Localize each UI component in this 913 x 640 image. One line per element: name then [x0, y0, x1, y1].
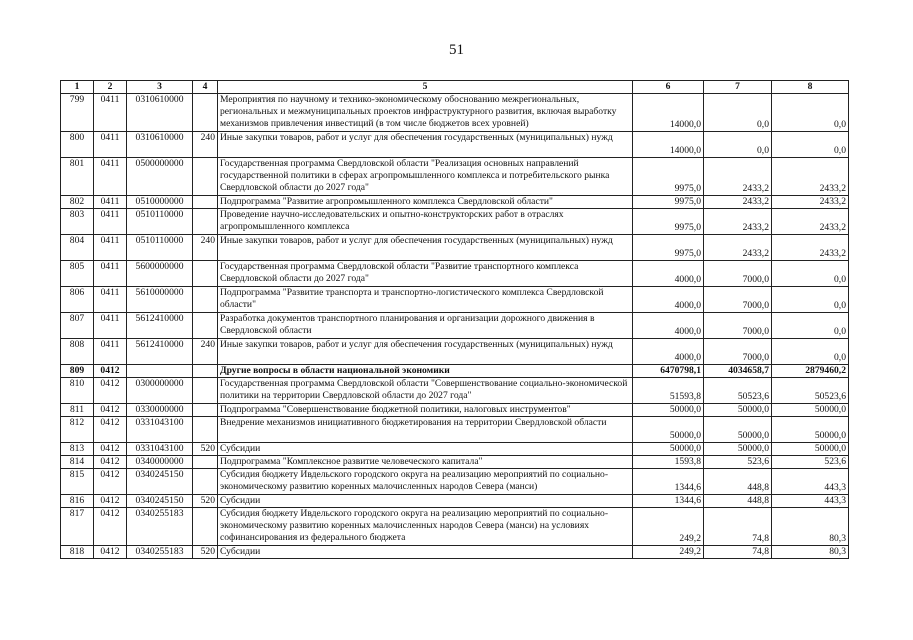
target-article-cell: 0330000000	[127, 404, 193, 417]
amount-year1-cell: 51593,8	[633, 378, 704, 404]
target-article-cell: 0340245150	[127, 495, 193, 508]
description-cell: Государственная программа Свердловской области "Совершенствование социально-экономической политики на территории Свердловской области до 2027 года"	[218, 378, 633, 404]
row-number-cell: 802	[61, 196, 94, 209]
row-number-cell: 810	[61, 378, 94, 404]
amount-year3-cell: 2433,2	[772, 209, 849, 235]
amount-year2-cell: 448,8	[704, 469, 772, 495]
section-code-cell: 0411	[94, 209, 127, 235]
section-code-cell: 0412	[94, 404, 127, 417]
amount-year3-cell: 50523,6	[772, 378, 849, 404]
expense-type-cell	[193, 378, 218, 404]
table-row	[61, 196, 849, 209]
target-article-cell: 0500000000	[127, 158, 193, 196]
header-cell: 7	[704, 81, 772, 94]
table-row	[61, 508, 849, 546]
table-row	[61, 132, 849, 158]
section-code-cell: 0411	[94, 339, 127, 365]
section-code-cell: 0412	[94, 378, 127, 404]
description-cell: Внедрение механизмов инициативного бюджетирования на территории Свердловской области	[218, 417, 633, 443]
row-number-cell: 804	[61, 235, 94, 261]
target-article-cell: 0340245150	[127, 469, 193, 495]
amount-year3-cell: 443,3	[772, 469, 849, 495]
header-cell: 4	[193, 81, 218, 94]
amount-year2-cell: 0,0	[704, 94, 772, 132]
target-article-cell: 5610000000	[127, 287, 193, 313]
table-row	[61, 261, 849, 287]
table-row	[61, 339, 849, 365]
section-code-cell: 0411	[94, 235, 127, 261]
row-number-cell: 807	[61, 313, 94, 339]
amount-year3-cell: 2879460,2	[772, 365, 849, 378]
header-cell: 6	[633, 81, 704, 94]
amount-year3-cell: 0,0	[772, 94, 849, 132]
amount-year2-cell: 7000,0	[704, 287, 772, 313]
amount-year1-cell: 50000,0	[633, 417, 704, 443]
expense-type-cell: 520	[193, 443, 218, 456]
section-code-cell: 0412	[94, 508, 127, 546]
description-cell: Субсидии	[218, 546, 633, 559]
amount-year1-cell: 50000,0	[633, 404, 704, 417]
amount-year3-cell: 80,3	[772, 508, 849, 546]
amount-year2-cell: 7000,0	[704, 339, 772, 365]
expense-type-cell	[193, 196, 218, 209]
expense-type-cell	[193, 404, 218, 417]
table-row	[61, 546, 849, 559]
section-code-cell: 0411	[94, 196, 127, 209]
amount-year1-cell: 6470798,1	[633, 365, 704, 378]
row-number-cell: 812	[61, 417, 94, 443]
amount-year1-cell: 14000,0	[633, 94, 704, 132]
amount-year1-cell: 4000,0	[633, 339, 704, 365]
row-number-cell: 799	[61, 94, 94, 132]
target-article-cell: 0310610000	[127, 94, 193, 132]
header-cell: 2	[94, 81, 127, 94]
table-row	[61, 287, 849, 313]
row-number-cell: 808	[61, 339, 94, 365]
amount-year2-cell: 448,8	[704, 495, 772, 508]
amount-year3-cell: 50000,0	[772, 417, 849, 443]
section-code-cell: 0411	[94, 132, 127, 158]
row-number-cell: 806	[61, 287, 94, 313]
amount-year1-cell: 4000,0	[633, 261, 704, 287]
description-cell: Иные закупки товаров, работ и услуг для обеспечения государственных (муниципальных) нужд	[218, 132, 633, 158]
expense-type-cell	[193, 469, 218, 495]
amount-year3-cell: 0,0	[772, 313, 849, 339]
amount-year1-cell: 1593,8	[633, 456, 704, 469]
amount-year3-cell: 2433,2	[772, 235, 849, 261]
row-number-cell: 809	[61, 365, 94, 378]
section-code-cell: 0412	[94, 546, 127, 559]
amount-year2-cell: 50000,0	[704, 443, 772, 456]
amount-year1-cell: 1344,6	[633, 495, 704, 508]
target-article-cell: 0510110000	[127, 235, 193, 261]
amount-year3-cell: 2433,2	[772, 196, 849, 209]
header-cell: 5	[218, 81, 633, 94]
description-cell: Субсидии	[218, 495, 633, 508]
amount-year1-cell: 1344,6	[633, 469, 704, 495]
section-code-cell: 0411	[94, 94, 127, 132]
description-cell: Подпрограмма "Развитие транспорта и транспортно-логистического комплекса Свердловской области"	[218, 287, 633, 313]
budget-table	[60, 80, 849, 559]
amount-year3-cell: 523,6	[772, 456, 849, 469]
expense-type-cell: 520	[193, 546, 218, 559]
table-row	[61, 456, 849, 469]
target-article-cell: 0340255183	[127, 546, 193, 559]
section-code-cell: 0411	[94, 158, 127, 196]
amount-year3-cell: 443,3	[772, 495, 849, 508]
description-cell: Подпрограмма "Совершенствование бюджетной политики, налоговых инструментов"	[218, 404, 633, 417]
expense-type-cell: 240	[193, 235, 218, 261]
header-cell: 8	[772, 81, 849, 94]
expense-type-cell	[193, 417, 218, 443]
target-article-cell: 0510110000	[127, 209, 193, 235]
description-cell: Субсидия бюджету Ивдельского городского округа на реализацию мероприятий по социально-экономическому развитию коренных малочисленных народов Севера (манси)	[218, 469, 633, 495]
table-header-row	[61, 81, 849, 94]
table-row	[61, 94, 849, 132]
amount-year2-cell: 2433,2	[704, 196, 772, 209]
expense-type-cell	[193, 365, 218, 378]
target-article-cell: 0510000000	[127, 196, 193, 209]
description-cell: Разработка документов транспортного планирования и организации дорожного движения в Свердловской области	[218, 313, 633, 339]
expense-type-cell	[193, 94, 218, 132]
table-row	[61, 209, 849, 235]
expense-type-cell	[193, 508, 218, 546]
description-cell: Государственная программа Свердловской области "Реализация основных направлений государственной политики в сферах агропромышленного комплекса и потребительского рынка Свердловской области до 2027 года"	[218, 158, 633, 196]
amount-year1-cell: 4000,0	[633, 287, 704, 313]
table-row	[61, 365, 849, 378]
section-code-cell: 0411	[94, 313, 127, 339]
row-number-cell: 800	[61, 132, 94, 158]
page-number: 51	[449, 42, 464, 58]
section-code-cell: 0412	[94, 365, 127, 378]
table-row	[61, 158, 849, 196]
amount-year2-cell: 7000,0	[704, 261, 772, 287]
row-number-cell: 818	[61, 546, 94, 559]
amount-year2-cell: 0,0	[704, 132, 772, 158]
target-article-cell	[127, 365, 193, 378]
target-article-cell: 0300000000	[127, 378, 193, 404]
amount-year2-cell: 2433,2	[704, 209, 772, 235]
expense-type-cell: 240	[193, 339, 218, 365]
expense-type-cell	[193, 313, 218, 339]
description-cell: Иные закупки товаров, работ и услуг для обеспечения государственных (муниципальных) нужд	[218, 339, 633, 365]
row-number-cell: 805	[61, 261, 94, 287]
amount-year3-cell: 2433,2	[772, 158, 849, 196]
target-article-cell: 0340000000	[127, 456, 193, 469]
target-article-cell: 0331043100	[127, 417, 193, 443]
target-article-cell: 0340255183	[127, 508, 193, 546]
description-cell: Иные закупки товаров, работ и услуг для обеспечения государственных (муниципальных) нужд	[218, 235, 633, 261]
amount-year3-cell: 0,0	[772, 132, 849, 158]
header-cell: 1	[61, 81, 94, 94]
amount-year2-cell: 2433,2	[704, 235, 772, 261]
target-article-cell: 5612410000	[127, 313, 193, 339]
amount-year1-cell: 249,2	[633, 508, 704, 546]
description-cell: Другие вопросы в области национальной экономики	[218, 365, 633, 378]
row-number-cell: 815	[61, 469, 94, 495]
target-article-cell: 0331043100	[127, 443, 193, 456]
table-row	[61, 235, 849, 261]
amount-year1-cell: 9975,0	[633, 235, 704, 261]
description-cell: Субсидии	[218, 443, 633, 456]
row-number-cell: 801	[61, 158, 94, 196]
target-article-cell: 5612410000	[127, 339, 193, 365]
table-row	[61, 443, 849, 456]
row-number-cell: 811	[61, 404, 94, 417]
amount-year2-cell: 74,8	[704, 508, 772, 546]
table-row	[61, 313, 849, 339]
section-code-cell: 0412	[94, 417, 127, 443]
table-row	[61, 495, 849, 508]
table-row	[61, 469, 849, 495]
amount-year1-cell: 4000,0	[633, 313, 704, 339]
amount-year1-cell: 249,2	[633, 546, 704, 559]
description-cell: Подпрограмма "Комплексное развитие человеческого капитала"	[218, 456, 633, 469]
table-row	[61, 404, 849, 417]
amount-year1-cell: 9975,0	[633, 158, 704, 196]
description-cell: Проведение научно-исследовательских и опытно-конструкторских работ в отраслях агропромышленного комплекса	[218, 209, 633, 235]
row-number-cell: 816	[61, 495, 94, 508]
amount-year2-cell: 7000,0	[704, 313, 772, 339]
row-number-cell: 814	[61, 456, 94, 469]
target-article-cell: 0310610000	[127, 132, 193, 158]
amount-year3-cell: 0,0	[772, 339, 849, 365]
amount-year2-cell: 50523,6	[704, 378, 772, 404]
amount-year2-cell: 4034658,7	[704, 365, 772, 378]
amount-year2-cell: 50000,0	[704, 417, 772, 443]
row-number-cell: 817	[61, 508, 94, 546]
expense-type-cell	[193, 287, 218, 313]
amount-year3-cell: 50000,0	[772, 443, 849, 456]
expense-type-cell: 240	[193, 132, 218, 158]
expense-type-cell	[193, 158, 218, 196]
description-cell: Государственная программа Свердловской области "Развитие транспортного комплекса Свердловской области до 2027 года"	[218, 261, 633, 287]
amount-year3-cell: 0,0	[772, 261, 849, 287]
amount-year1-cell: 14000,0	[633, 132, 704, 158]
expense-type-cell	[193, 209, 218, 235]
amount-year2-cell: 50000,0	[704, 404, 772, 417]
expense-type-cell: 520	[193, 495, 218, 508]
section-code-cell: 0412	[94, 456, 127, 469]
amount-year1-cell: 50000,0	[633, 443, 704, 456]
amount-year2-cell: 2433,2	[704, 158, 772, 196]
amount-year1-cell: 9975,0	[633, 196, 704, 209]
section-code-cell: 0412	[94, 469, 127, 495]
expense-type-cell	[193, 261, 218, 287]
section-code-cell: 0411	[94, 287, 127, 313]
description-cell: Подпрограмма "Развитие агропромышленного комплекса Свердловской области"	[218, 196, 633, 209]
target-article-cell: 5600000000	[127, 261, 193, 287]
description-cell: Мероприятия по научному и технико-экономическому обоснованию межрегиональных, региональных и межмуниципальных проектов инфраструктурного развития, включая выработку механизмов привлечения инвестиций (в том числе бюджетов всех уровней)	[218, 94, 633, 132]
row-number-cell: 803	[61, 209, 94, 235]
amount-year3-cell: 50000,0	[772, 404, 849, 417]
amount-year3-cell: 0,0	[772, 287, 849, 313]
section-code-cell: 0412	[94, 495, 127, 508]
header-cell: 3	[127, 81, 193, 94]
amount-year1-cell: 9975,0	[633, 209, 704, 235]
description-cell: Субсидия бюджету Ивдельского городского округа на реализацию мероприятий по социально-экономическому развитию коренных малочисленных народов Севера (манси) на условиях софинансирования из федерального бюджета	[218, 508, 633, 546]
section-code-cell: 0412	[94, 443, 127, 456]
row-number-cell: 813	[61, 443, 94, 456]
table-row	[61, 378, 849, 404]
expense-type-cell	[193, 456, 218, 469]
section-code-cell: 0411	[94, 261, 127, 287]
amount-year3-cell: 80,3	[772, 546, 849, 559]
table-row	[61, 417, 849, 443]
amount-year2-cell: 74,8	[704, 546, 772, 559]
amount-year2-cell: 523,6	[704, 456, 772, 469]
